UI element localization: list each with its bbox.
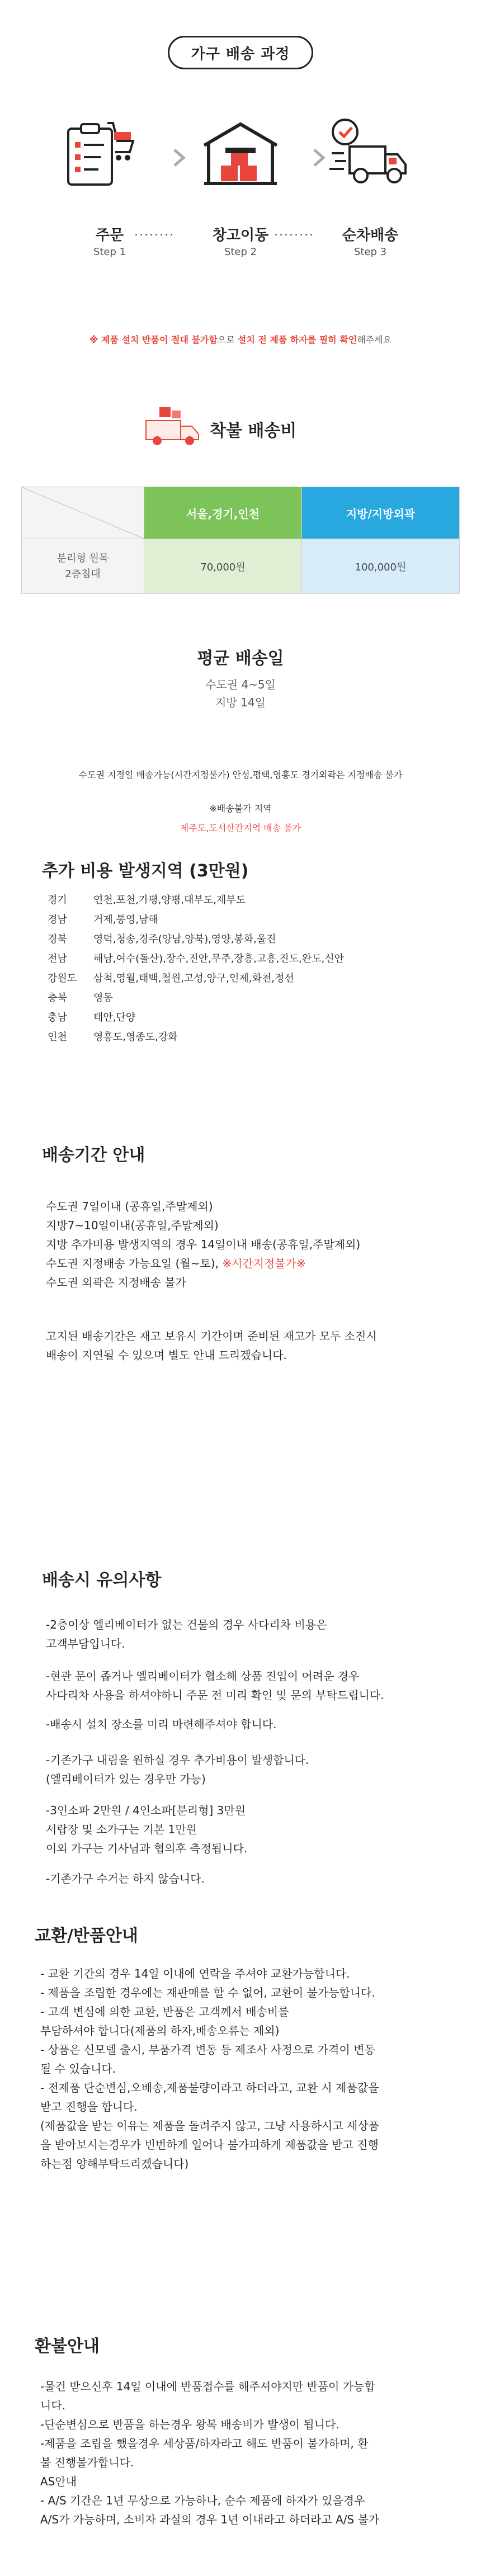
list-item: 강원도 삼척,영월,태백,철원,고성,양구,인제,화천,정선	[48, 972, 294, 984]
avg-line-1: 수도권 4~5일	[205, 678, 276, 691]
notice-line-1: 수도권 지정일 배송가능(시간지정불가) 안성,평택,영흥도 경기외곽은 지정배송 불가	[78, 770, 403, 780]
list-item: 인천 영흥도,영종도,강화	[48, 1031, 178, 1043]
caution-3: -배송시 설치 장소를 미리 마련해주셔야 합니다.	[46, 1718, 277, 1731]
fee-table	[21, 487, 460, 594]
step-2-sub: Step 2	[224, 246, 257, 258]
step-3-sub: Step 3	[353, 246, 387, 258]
list-item: 경북 영덕,청송,경주(양남,양북),영양,봉화,울진	[48, 933, 276, 945]
caution-1: -2층이상 엘리베이터가 없는 건물의 경우 사다리차 비용은 고객부담입니다.	[46, 1618, 327, 1650]
fee-value-capital: 70,000원	[144, 539, 302, 594]
diagonal-line	[22, 487, 144, 539]
fee-row-label: 분리형 원목 2층침대	[22, 539, 144, 594]
caution-4: -기존가구 내림을 원하실 경우 추가비용이 발생합니다. (엘리베이터가 있는 경우만 가능)	[46, 1753, 309, 1786]
extra-region-list	[48, 889, 450, 1046]
page-title: 가구 배송 과정	[168, 36, 313, 69]
period-title: 배송기간 안내	[42, 1145, 145, 1165]
period-paragraph: 고지된 배송기간은 재고 보유시 기간이며 준비된 재고가 모두 소진시 배송이 지연될 수 있으며 별도 안내 드리겠습니다.	[46, 1329, 377, 1362]
fee-col-capital: 서울,경기,인천	[144, 487, 302, 539]
period-lines: 수도권 7일이내 (공휴일,주말제외) 지방7~10일이내(공휴일,주말제외) 지방 추가비용 발생지역의 경우 14일이내 배송(공휴일,주말제외) 수도권 지정배송 가능요일 (월~토), ※시간지정불가※ 수도권 외곽은 지정배송 불가	[46, 1200, 361, 1289]
list-item: 충북 영동	[48, 992, 113, 1004]
exchange-title: 교환/반품안내	[35, 1926, 138, 1946]
extra-title: 추가 비용 발생지역 (3만원)	[42, 861, 249, 881]
chevron-right-icon	[308, 147, 330, 169]
exchange-lines: - 교환 기간의 경우 14일 이내에 연락을 주셔야 교환가능합니다. - 제품을 조립한 경우에는 재판매를 할 수 없어, 교환이 불가능합니다. - 고객 변심에 의한 교환, 반품은 고객께서 배송비를 부담하셔야 합니다(제품의 하자,배송오류는 제외) - 상품은 신모델 출시, 부품가격 변동 등 제조사 사정으로 가격이 변동 될 수 있습니다. - 전제품 단순변심,오배송,제품불량이라고 하더라고, 교환 시 제품값을 받고 진행을 합니다. (제품값을 받는 이유는 제품을 돌려주지 않고, 그냥 사용하시고 새상품 을 받아보시는경우가 빈번하게 일어나 불가피하게 제품값을 받고 진행 하는점 양해부탁드리겠습니다)	[40, 1967, 379, 2171]
delivery-truck-icon	[327, 112, 411, 196]
avg-title: 평균 배송일	[197, 649, 284, 668]
step-divider: ........	[274, 225, 314, 239]
chevron-right-icon	[168, 147, 190, 169]
step-3-title: 순차배송	[342, 227, 399, 244]
caution-5: -3인소파 2만원 / 4인소파[분리형] 3만원 서랍장 및 소가구는 기본 1만원 이외 가구는 기사님과 협의후 측정됩니다.	[46, 1804, 248, 1855]
notice-line-2: ※배송불가 지역	[209, 803, 272, 814]
step-divider: ........	[134, 225, 175, 239]
list-item: 전남 해남,여수(돌산),장수,진안,무주,장흥,고흥,진도,완도,신안	[48, 952, 345, 965]
order-clipboard-cart-icon	[56, 112, 140, 196]
truck-boxes-icon	[143, 404, 204, 449]
step-1-sub: Step 1	[93, 246, 126, 258]
fee-table-corner	[22, 487, 144, 539]
step-1-title: 주문	[95, 227, 124, 244]
caution-6: -기존가구 수거는 하지 않습니다.	[46, 1872, 205, 1885]
list-item: 충남 태안,단양	[48, 1011, 136, 1023]
list-item: 경남 거제,통영,남해	[48, 913, 158, 926]
caution-title: 배송시 유의사항	[42, 1570, 162, 1590]
refund-lines: -물건 받으신후 14일 이내에 반품접수를 해주셔야지만 반품이 가능합 니다. -단순변심으로 반품을 하는경우 왕복 배송비가 발생이 됩니다. -제품을 조립을 했을경우 세상품/하자라고 해도 반품이 불가하며, 환 불 진행불가합니다. AS안내 - A/S 기간은 1년 무상으로 가능하나, 순수 제품에 하자가 있을경우 A/S가 가능하며, 소비자 과실의 경우 1년 이내라고 하더라고 A/S 불가	[40, 2380, 380, 2526]
step-2-title: 창고이동	[212, 227, 269, 244]
avg-line-2: 지방 14일	[215, 696, 266, 709]
install-return-warning: ※ 제품 설치 반품이 절대 불가함으로 설치 전 제품 하자를 필히 확인해주세요	[89, 334, 392, 345]
notice-line-3: 제주도,도서산간지역 배송 불가	[180, 823, 301, 833]
fee-col-province: 지방/지방외곽	[301, 487, 459, 539]
caution-2: -현관 문이 좁거나 엘리베이터가 협소해 상품 진입이 어려운 경우 사다리차 사용을 하셔야하니 주문 전 미리 확인 및 문의 부탁드립니다.	[46, 1669, 384, 1702]
refund-title: 환불안내	[35, 2337, 100, 2356]
warehouse-boxes-icon	[199, 112, 282, 196]
fee-value-province: 100,000원	[301, 539, 459, 594]
fee-title: 착불 배송비	[210, 421, 297, 441]
list-item: 경기 연천,포천,가평,양평,대부도,제부도	[48, 894, 246, 906]
